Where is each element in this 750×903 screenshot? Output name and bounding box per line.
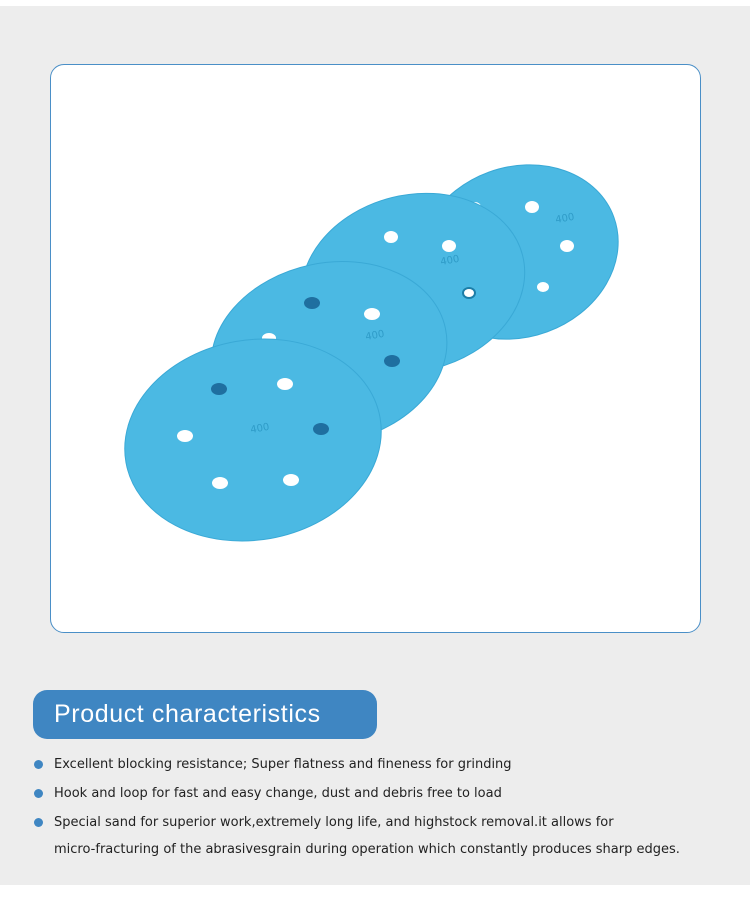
feature-text: Hook and loop for fast and easy change, dust and debris free to load <box>54 786 502 801</box>
disc-grit-label-4: 400 <box>554 211 576 226</box>
feature-text-line-2: micro-fracturing of the abrasivesgrain during operation which constantly produces sharp edges. <box>54 842 680 857</box>
bullet-icon <box>34 818 43 827</box>
disc-grit-label-2: 400 <box>364 328 386 343</box>
feature-item <box>34 751 724 778</box>
feature-item <box>34 809 724 863</box>
bullet-icon <box>34 760 43 769</box>
feature-text: Excellent blocking resistance; Super flatness and fineness for grinding <box>54 757 512 772</box>
product-image-card <box>50 64 701 633</box>
feature-item <box>34 780 724 807</box>
disc-grit-label-1: 400 <box>249 421 271 436</box>
section-title: Product characteristics <box>33 690 377 739</box>
sanding-discs-illustration <box>51 65 701 633</box>
disc-grit-label-3: 400 <box>439 253 461 268</box>
bullet-icon <box>34 789 43 798</box>
feature-text-line-1: Special sand for superior work,extremely long life, and highstock removal.it allows for <box>54 815 614 830</box>
